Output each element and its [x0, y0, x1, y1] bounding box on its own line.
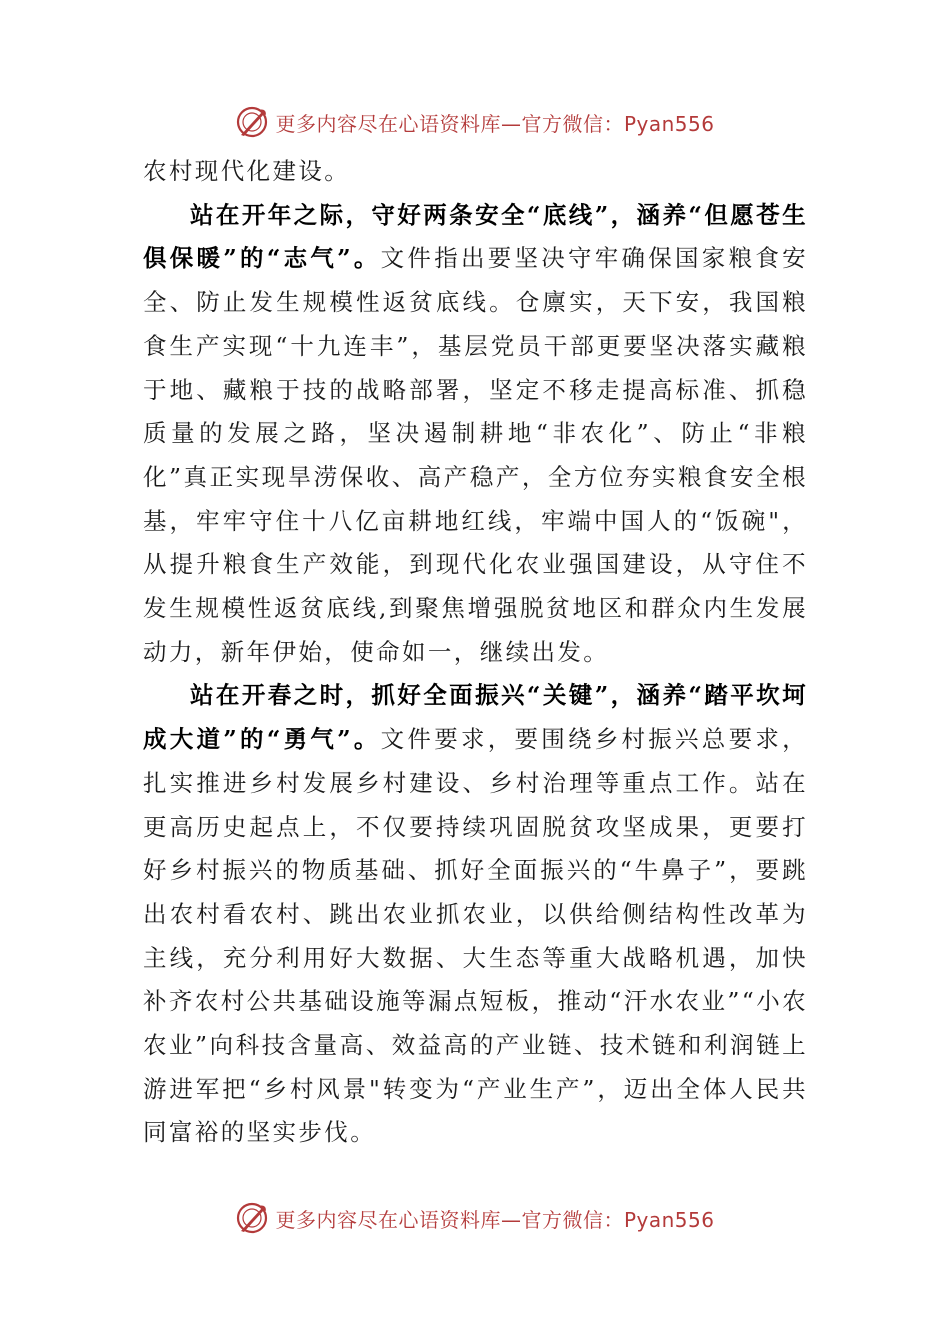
- banner-text: 更多内容尽在心语资料库—官方微信：Pyan556: [275, 111, 715, 136]
- paragraph-2-heading: 站在开春之时，抓好全面振兴“关键”，涵养“踏平坎坷成大道”的“勇气”。: [143, 681, 808, 754]
- footer-banner: [0, 1198, 950, 1238]
- quill-pen-seal-icon: [235, 105, 269, 139]
- document-body: [143, 150, 808, 1155]
- paragraph-2-body: 文件要求，要围绕乡村振兴总要求，扎实推进乡村发展乡村建设、乡村治理等重点工作。站在更高历史起点上，不仅要持续巩固脱贫攻坚成果，更要打好乡村振兴的物质基础、抓好全面振兴的“牛鼻子”，要跳出农村看农村、跳出农业抓农业，以供给侧结构性改革为主线，充分利用好大数据、大生态等重大战略机遇，加快补齐农村公共基础设施等漏点短板，推动“汗水农业”“小农农业”向科技含量高、效益高的产业链、技术链和利润链上游进军把“乡村风景"转变为“产业生产”，迈出全体人民共同富裕的坚实步伐。: [143, 725, 808, 1147]
- header-banner: [0, 102, 950, 142]
- paragraph-2: [143, 674, 808, 1155]
- paragraph-1-heading: 站在开年之际，守好两条安全“底线”，涵养“但愿苍生俱保暖”的“志气”。: [143, 200, 808, 273]
- banner-text: 更多内容尽在心语资料库—官方微信：Pyan556: [275, 1207, 715, 1232]
- paragraph-1: [143, 194, 808, 675]
- quill-pen-seal-icon: [235, 1201, 269, 1235]
- paragraph-1-body: 文件指出要坚决守牢确保国家粮食安全、防止发生规模性返贫底线。仓廪实，天下安，我国粮食生产实现“十九连丰”，基层党员干部更要坚决落实藏粮于地、藏粮于技的战略部署，坚定不移走提高标准、抓稳质量的发展之路，坚决遏制耕地“非农化”、防止“非粮化”真正实现旱涝保收、高产稳产，全方位夯实粮食安全根基，牢牢守住十八亿亩耕地红线，牢端中国人的“饭碗"，从提升粮食生产效能，到现代化农业强国建设，从守住不发生规模性返贫底线,到聚焦增强脱贫地区和群众内生发展动力，新年伊始，使命如一，继续出发。: [143, 244, 808, 666]
- continuation-line: 农村现代化建设。: [143, 157, 351, 185]
